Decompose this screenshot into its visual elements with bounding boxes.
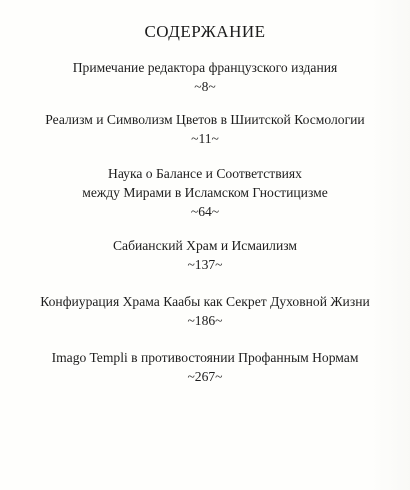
toc-entry-page: ~64~: [190, 204, 220, 219]
toc-entry: [0, 110, 410, 148]
toc-entry-title-line-1: Наука о Балансе и Соответствиях: [108, 166, 302, 181]
toc-entry: [0, 292, 410, 330]
toc-entry-title: Примечание редактора французского издания: [72, 60, 338, 75]
toc-heading: СОДЕРЖАНИЕ: [144, 22, 266, 41]
toc-entry-page: ~186~: [187, 313, 223, 328]
toc-entry-page: ~267~: [187, 369, 223, 384]
toc-entry-title: Imago Templi в противостоянии Профанным Нормам: [51, 350, 359, 365]
toc-entry-page: ~8~: [194, 79, 216, 94]
toc-entry-title: Конфиурация Храма Каабы как Секрет Духовной Жизни: [40, 294, 370, 309]
toc-entry: [0, 348, 410, 386]
toc-entry: [0, 58, 410, 96]
toc-entry-page: ~137~: [187, 257, 223, 272]
page-edge-shade: [370, 0, 410, 490]
toc-entry: [0, 164, 410, 221]
toc-entry-title: Сабианский Храм и Исмаилизм: [112, 238, 297, 253]
toc-entry-title-line-2: между Мирами в Исламском Гностицизме: [82, 185, 328, 200]
toc-entry-title: Реализм и Символизм Цветов в Шиитской Космологии: [45, 112, 365, 127]
toc-entry: [0, 236, 410, 274]
toc-entry-page: ~11~: [191, 131, 219, 146]
